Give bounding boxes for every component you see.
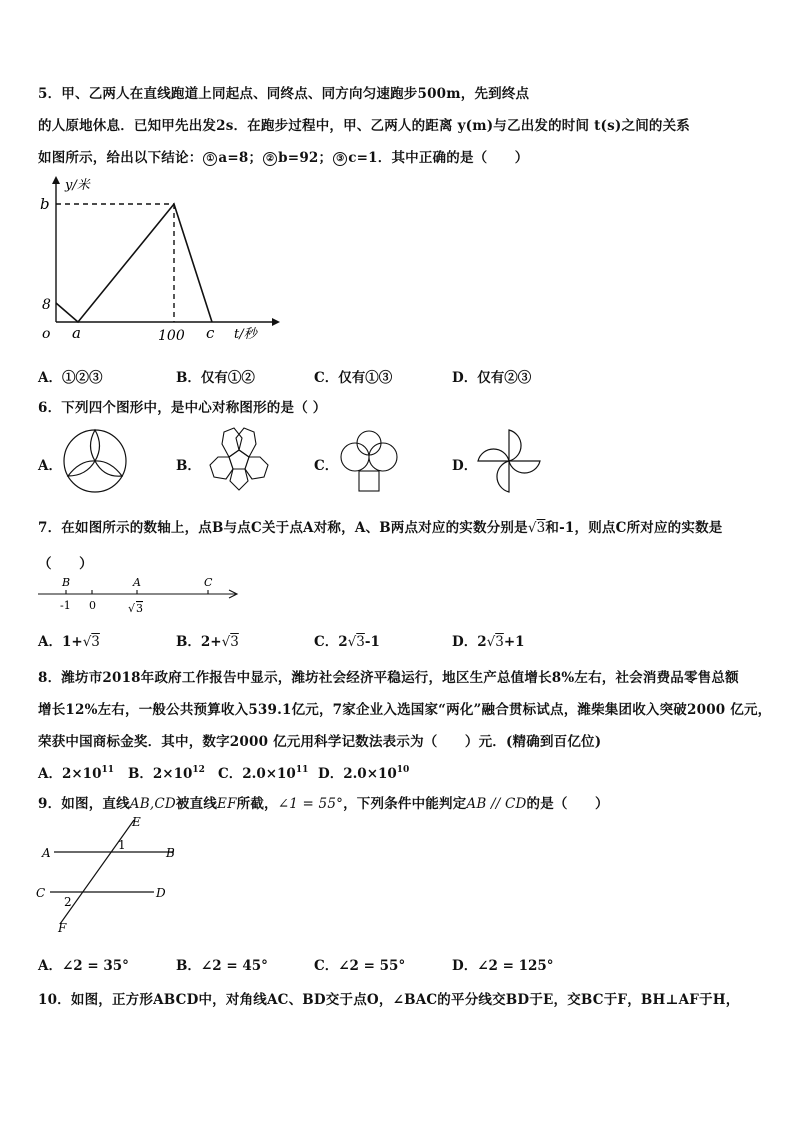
q5-s1: a=8； xyxy=(218,150,263,166)
q6-label-c: C． xyxy=(314,458,339,474)
q7-stem-radicand: 3 xyxy=(536,520,546,536)
q9-option-a: A．∠2 = 35° xyxy=(38,958,129,974)
q9-angle-condition: ∠1 = 55° xyxy=(277,796,344,812)
b-label: b xyxy=(40,195,50,213)
q7-option-b xyxy=(176,630,239,650)
q8-line2: 增长12%左右，一般公共预算收入539.1亿元，7家企业入选国家“两化”融合贯标试点，潍柴集团收入突破2000 亿元， xyxy=(38,702,772,718)
q7-option-c-rad: 3 xyxy=(356,634,365,650)
q7-option-d-rad: 3 xyxy=(495,634,504,650)
q5-line3 xyxy=(38,146,528,166)
hundred-label: 100 xyxy=(158,328,185,344)
q9-lines-ab-cd: AB,CD xyxy=(129,796,176,812)
q5-option-d-value: ②③ xyxy=(504,370,532,386)
q6-label-a: A． xyxy=(38,458,62,474)
q8-option-a xyxy=(38,762,114,782)
circled-1: ① xyxy=(203,152,217,166)
q7-option-c-pre: C．2 xyxy=(314,634,348,650)
q5-graph xyxy=(30,172,280,352)
angle-1-label: 1 xyxy=(118,838,126,852)
q8-option-c-exp: 11 xyxy=(295,765,309,775)
q9-stem-mid3: ，下列条件中能判定 xyxy=(343,796,467,812)
point-f-label: F xyxy=(58,921,67,934)
a-label: a xyxy=(72,324,81,342)
q9-figure xyxy=(34,812,194,934)
q9-option-d: D．∠2 = 125° xyxy=(452,958,554,974)
q7-option-a-pre: A．1+ xyxy=(38,634,83,650)
q7-option-d-pre: D．2 xyxy=(452,634,487,650)
point-a-label: A xyxy=(133,576,141,589)
q7-option-a-sqrt: √3 xyxy=(82,634,100,650)
q8-option-b-exp: 12 xyxy=(192,765,205,775)
q7-option-d-sqrt: √3 xyxy=(486,634,504,650)
q7-option-a xyxy=(38,630,100,650)
q8-option-a-exp: 11 xyxy=(101,765,114,775)
circled-3: ③ xyxy=(333,152,347,166)
q8-option-a-base: A．2×10 xyxy=(38,766,102,782)
q5-option-a-value: ①②③ xyxy=(61,370,103,386)
q5-option-a xyxy=(38,366,102,386)
y-axis-label: y/米 xyxy=(65,178,90,193)
q9-parallel: AB // CD xyxy=(466,796,527,812)
point-b-label: B xyxy=(62,576,71,589)
q5-option-b-letter: B．仅有 xyxy=(176,370,228,386)
q9-option-b: B．∠2 = 45° xyxy=(176,958,268,974)
sqrt-sign: √ xyxy=(128,602,136,615)
q6-figure-d xyxy=(476,428,542,494)
q7-option-b-pre: B．2+ xyxy=(176,634,222,650)
q9-stem xyxy=(38,792,609,812)
q7-option-d xyxy=(452,630,525,650)
minus-one-label: -1 xyxy=(60,599,71,612)
q7-stem xyxy=(38,516,722,536)
q7-option-c-post: -1 xyxy=(364,634,380,650)
q7-stem-pre: 7．在如图所示的数轴上，点B与点C关于点A对称，A、B两点对应的实数分别是 xyxy=(38,520,528,536)
q7-stem-sqrt: √3 xyxy=(527,520,546,536)
q5-option-c-letter: C．仅有 xyxy=(314,370,366,386)
q5-option-a-letter: A． xyxy=(38,370,62,386)
x-axis-label: t/秒 xyxy=(234,327,257,342)
q8-option-b-base: B．2×10 xyxy=(128,766,193,782)
q9-stem-pre: 9．如图，直线 xyxy=(38,796,130,812)
point-d-label: D xyxy=(156,886,166,900)
q6-label-b: B． xyxy=(176,458,201,474)
eight-label: 8 xyxy=(42,297,51,313)
q5-line2: 的人原地休息．已知甲先出发2s．在跑步过程中，甲、乙两人的距离 y(m)与乙出发的时间 t(s)之间的关系 xyxy=(38,118,691,134)
q8-option-d-base: D．2.0×10 xyxy=(318,766,397,782)
q7-option-a-rad: 3 xyxy=(91,634,100,650)
angle-2-label: 2 xyxy=(64,895,72,909)
q5-option-c-value: ①③ xyxy=(365,370,393,386)
q7-option-b-rad: 3 xyxy=(230,634,239,650)
q6-stem: 6．下列四个图形中，是中心对称图形的是（ ） xyxy=(38,400,327,416)
zero-label: 0 xyxy=(89,599,96,612)
q8-option-c-base: C．2.0×10 xyxy=(218,766,296,782)
q5-option-c xyxy=(314,366,392,386)
q8-option-c xyxy=(218,762,308,782)
q6-figure-b xyxy=(198,424,280,496)
sqrt3-label: 3 xyxy=(136,602,143,615)
q9-option-c: C．∠2 = 55° xyxy=(314,958,406,974)
circled-2: ② xyxy=(263,152,277,166)
q7-option-c xyxy=(314,630,380,650)
q6-figure-a xyxy=(62,428,128,494)
distance-curve xyxy=(56,204,212,322)
q5-s2: b=92； xyxy=(278,150,333,166)
q5-option-b-value: ①② xyxy=(227,370,255,386)
q7-number-line xyxy=(36,572,246,620)
x-axis-arrow xyxy=(272,318,280,326)
q8-line1: 8．潍坊市2018年政府工作报告中显示，潍坊社会经济平稳运行，地区生产总值增长8%左右，社会消费品零售总额 xyxy=(38,670,739,686)
q8-line3: 荣获中国商标金奖．其中，数字2000 亿元用科学记数法表示为（ ）元．(精确到百亿位) xyxy=(38,734,602,750)
q5-option-b xyxy=(176,366,255,386)
q5-option-d-letter: D．仅有 xyxy=(452,370,505,386)
q6-label-d: D． xyxy=(452,458,478,474)
q8-option-b xyxy=(128,762,205,782)
c-label: c xyxy=(206,324,215,342)
point-c-label: C xyxy=(204,576,213,589)
q9-stem-mid1: 被直线 xyxy=(175,796,218,812)
q5-s3: c=1．其中正确的是（ ） xyxy=(348,150,529,166)
q8-option-d xyxy=(318,762,409,782)
point-b-label: B xyxy=(166,846,175,860)
q7-option-b-sqrt: √3 xyxy=(221,634,239,650)
q8-option-d-exp: 10 xyxy=(396,765,410,775)
q10-stem: 10．如图，正方形ABCD中，对角线AC、BD交于点O，∠BAC的平分线交BD于E，交BC于F，BH⊥AF于H， xyxy=(38,992,740,1008)
q6-figure-c xyxy=(336,430,402,492)
q7-option-d-post: +1 xyxy=(503,634,525,650)
q5-option-d xyxy=(452,366,531,386)
q7-option-c-sqrt: √3 xyxy=(347,634,365,650)
q9-stem-post: 的是（ ） xyxy=(526,796,609,812)
q5-line1: 5．甲、乙两人在直线跑道上同起点、同终点、同方向匀速跑步500m，先到终点 xyxy=(38,86,530,102)
q7-paren: （ ） xyxy=(38,556,93,572)
y-axis-arrow xyxy=(52,176,60,184)
q9-line-ef: EF xyxy=(217,796,237,812)
q5-line3-pre: 如图所示，给出以下结论： xyxy=(38,150,203,166)
origin-label: o xyxy=(42,326,51,342)
q7-stem-post: 和-1，则点C所对应的实数是 xyxy=(545,520,723,536)
q9-stem-mid2: 所截， xyxy=(236,796,278,812)
point-c-label: C xyxy=(36,886,46,900)
point-e-label: E xyxy=(132,815,141,829)
point-a-label: A xyxy=(42,846,51,860)
